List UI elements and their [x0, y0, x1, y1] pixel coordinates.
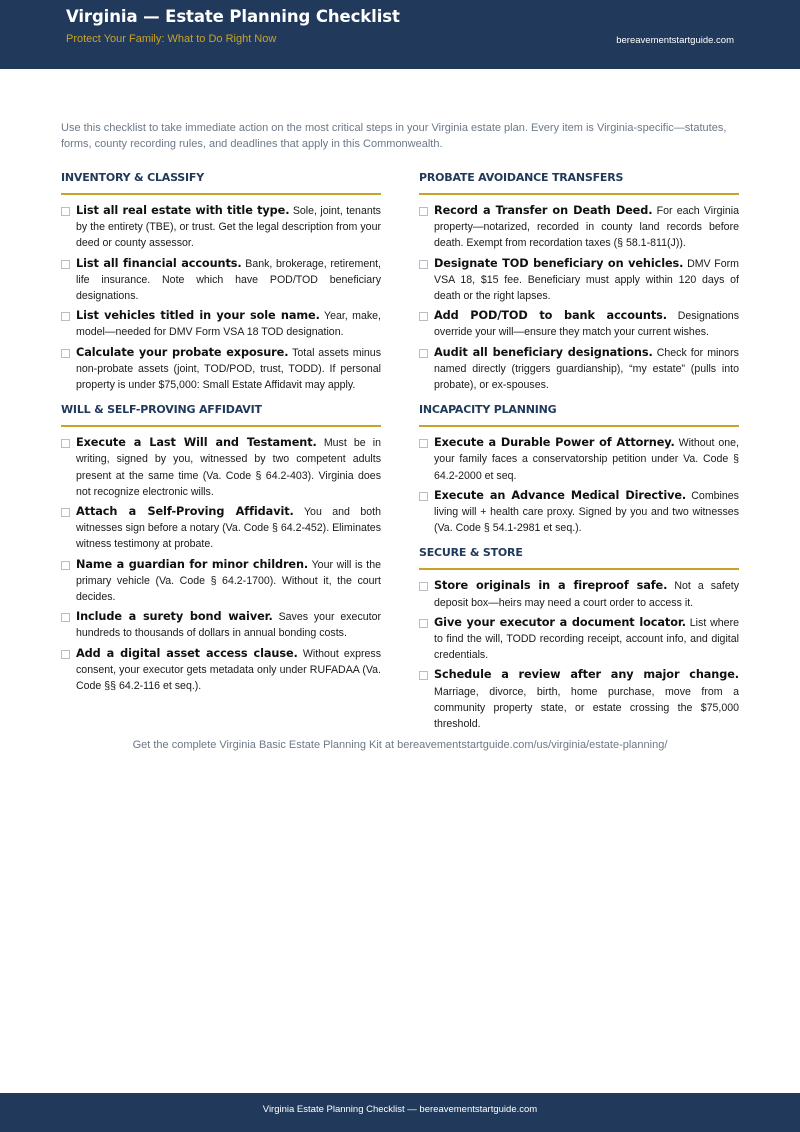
- checkbox-icon[interactable]: [419, 619, 428, 628]
- page-subtitle: Protect Your Family: What to Do Right Now: [66, 33, 277, 45]
- checkbox-icon[interactable]: [419, 207, 428, 216]
- checkbox-icon[interactable]: [419, 492, 428, 501]
- item-heading: List vehicles titled in your sole name.: [76, 309, 320, 323]
- page-footer: Virginia Estate Planning Checklist — bereavementstartguide.com: [0, 1093, 800, 1132]
- page-title: Virginia — Estate Planning Checklist: [66, 7, 400, 26]
- checkbox-icon[interactable]: [419, 439, 428, 448]
- item-heading: List all financial accounts.: [76, 256, 242, 270]
- item-text: Combines living will + health care proxy. Signed by you and two witnesses (Va. Code § 54.1-2981 et seq.).: [434, 489, 739, 535]
- item-text: Your will is the primary vehicle (Va. Code § 64.2-1700). Without it, the court decides.: [76, 558, 381, 604]
- checklist-item: [61, 609, 381, 641]
- checkbox-icon[interactable]: [419, 260, 428, 269]
- section-title: INCAPACITY PLANNING: [419, 403, 739, 427]
- checklist-section: [61, 171, 381, 393]
- checkbox-icon[interactable]: [61, 349, 70, 358]
- intro-paragraph: Use this checklist to take immediate action on the most critical steps in your Virginia estate plan. Every item is Virginia-specific—statutes, forms, county recording rules, and deadlines that apply in this Commonwealth.: [61, 122, 727, 150]
- item-heading: Include a surety bond waiver.: [76, 610, 273, 624]
- item-heading: Execute a Durable Power of Attorney.: [434, 436, 675, 450]
- item-heading: Name a guardian for minor children.: [76, 557, 309, 571]
- item-text: Sole, joint, tenants by the entirety (TBE), or trust. Get the legal description from your deed or county assessor.: [76, 205, 381, 250]
- checkbox-icon[interactable]: [61, 207, 70, 216]
- checklist-item: [419, 308, 739, 340]
- item-heading: Record a Transfer on Death Deed.: [434, 204, 653, 217]
- section-title: SECURE & STORE: [419, 546, 739, 570]
- checklist-item: [419, 435, 739, 484]
- item-text: For each Virginia property—notarized, recorded in county land records before death. Exempt from recordation taxes (§ 58.1-811(J)).: [434, 205, 740, 250]
- checklist-item: [61, 557, 381, 606]
- item-text: Year, make, model—needed for DMV Form VSA 18 TOD designation.: [76, 310, 381, 339]
- checklist-item: [61, 504, 381, 553]
- item-text: Total assets minus non-probate assets (joint, TOD/POD, trust, TODD). If personal property is under $75,000: Small Estate Affidavit may apply.: [76, 346, 381, 392]
- item-heading: Execute a Last Will and Testament.: [76, 436, 317, 450]
- item-text: Marriage, divorce, birth, home purchase, move from a community property state, or estate crossing the $75,000 threshold.: [434, 685, 739, 731]
- checklist-item: [419, 578, 739, 610]
- item-text: You and both witnesses sign before a notary (Va. Code § 64.2-452). Eliminates witness testimony at probate.: [76, 506, 381, 551]
- item-text: List where to find the will, TODD recording receipt, account info, and digital credentials.: [434, 616, 739, 662]
- item-heading: Give your executor a document locator.: [434, 615, 686, 629]
- item-text: Must be in writing, signed by you, witnessed by two competent adults present at the same time (Va. Code § 64.2-403). Virginia does not recognize electronic wills.: [76, 437, 381, 498]
- section-title: WILL & SELF-PROVING AFFIDAVIT: [61, 403, 381, 427]
- checklist-section: [419, 403, 739, 536]
- right-column: [419, 171, 739, 742]
- checkbox-icon[interactable]: [61, 650, 70, 659]
- item-heading: Calculate your probate exposure.: [76, 345, 289, 359]
- checkbox-icon[interactable]: [61, 260, 70, 269]
- item-text: Without express consent, your executor gets metadata only under RUFADAA (Va. Code §§ 64.2-116 et seq.).: [76, 647, 381, 693]
- checklist-item: [419, 345, 739, 394]
- checkbox-icon[interactable]: [419, 312, 428, 321]
- item-heading: Execute an Advance Medical Directive.: [434, 488, 687, 502]
- item-text: DMV Form VSA 18, $15 fee. Beneficiary must apply within 120 days of death or the right lapses.: [434, 257, 739, 303]
- checkbox-icon[interactable]: [419, 582, 428, 591]
- section-title: INVENTORY & CLASSIFY: [61, 171, 381, 195]
- checklist-item: [61, 435, 381, 500]
- item-text: Not a safety deposit box—heirs may need a court order to access it.: [434, 580, 739, 609]
- item-text: Without one, your family faces a conservatorship petition under Va. Code § 64.2-2000 et seq.: [434, 437, 739, 482]
- page-header: [0, 0, 800, 69]
- checklist-item: [61, 345, 381, 394]
- checkbox-icon[interactable]: [61, 613, 70, 622]
- checklist-section: [419, 171, 739, 393]
- checklist-item: [61, 308, 381, 340]
- item-heading: Designate TOD beneficiary on vehicles.: [434, 256, 684, 270]
- item-text: Check for minors named directly (triggers guardianship), “my estate” (pulls into probate), or ex-spouses.: [434, 346, 739, 392]
- item-heading: Add POD/TOD to bank accounts.: [434, 309, 667, 323]
- checkbox-icon[interactable]: [419, 671, 428, 680]
- checkbox-icon[interactable]: [61, 561, 70, 570]
- checkbox-icon[interactable]: [61, 312, 70, 321]
- checklist-item: [419, 615, 739, 664]
- item-heading: Audit all beneficiary designations.: [434, 345, 653, 359]
- item-heading: Attach a Self-Proving Affidavit.: [76, 505, 294, 519]
- checklist-item: [61, 203, 381, 252]
- item-heading: Schedule a review after any major change.: [434, 668, 739, 682]
- checklist-item: [419, 667, 739, 732]
- item-text: Bank, brokerage, retirement, life insurance. Note which have POD/TOD beneficiary designations.: [76, 257, 381, 303]
- item-heading: Store originals in a fireproof safe.: [434, 579, 668, 593]
- checkbox-icon[interactable]: [61, 508, 70, 517]
- checklist-section: [61, 403, 381, 694]
- item-heading: Add a digital asset access clause.: [76, 646, 298, 660]
- item-text: Saves your executor hundreds to thousands of dollars in annual bonding costs.: [76, 611, 381, 640]
- checklist-section: [419, 546, 739, 732]
- call-to-action: Get the complete Virginia Basic Estate Planning Kit at bereavementstartguide.com/us/virginia/estate-planning/: [132, 739, 668, 751]
- checklist-item: [419, 256, 739, 305]
- checklist-item: [61, 256, 381, 305]
- item-text: Designations override your will—ensure they match your current wishes.: [434, 310, 739, 339]
- checkbox-icon[interactable]: [419, 349, 428, 358]
- section-title: PROBATE AVOIDANCE TRANSFERS: [419, 171, 739, 195]
- checklist-item: [419, 203, 739, 252]
- checklist-item: [61, 646, 381, 695]
- checklist-item: [419, 488, 739, 537]
- checkbox-icon[interactable]: [61, 439, 70, 448]
- header-site: bereavementstartguide.com: [616, 35, 734, 46]
- item-heading: List all real estate with title type.: [76, 204, 290, 217]
- left-column: [61, 171, 381, 704]
